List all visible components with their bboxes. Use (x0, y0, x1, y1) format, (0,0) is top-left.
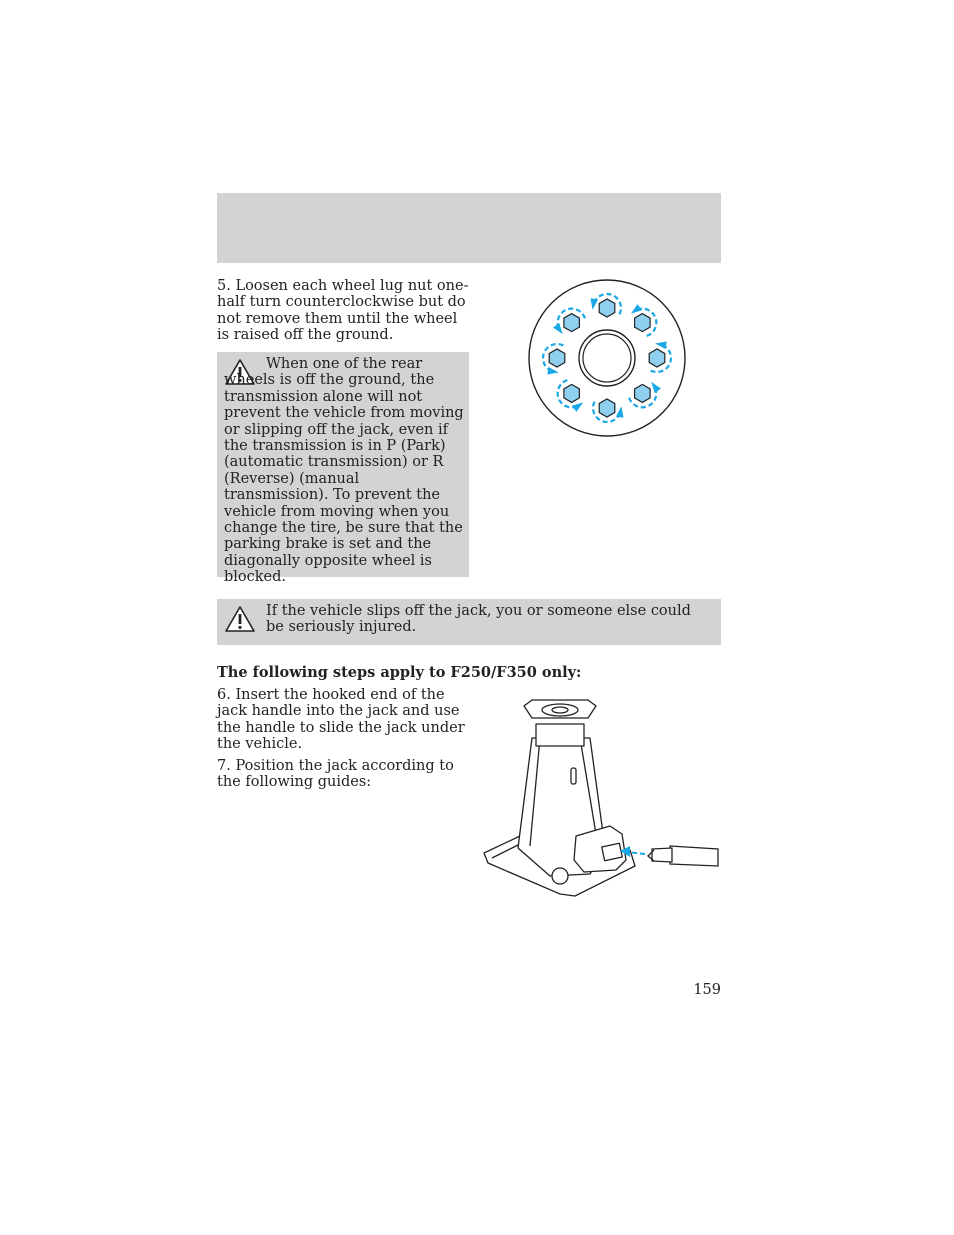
lug-nut-icon (564, 314, 580, 332)
section-header-band (217, 193, 721, 263)
lug-nut-icon (549, 349, 565, 367)
lug-nut-loosening-diagram (520, 278, 695, 443)
section-heading: The following steps apply to F250/F350 only: (217, 664, 582, 681)
jack-with-handle-diagram (480, 698, 722, 900)
step-5-text: 5. Loosen each wheel lug nut one-half turn counterclockwise but do not remove them until the wheel is raised off the ground. (217, 278, 469, 344)
lug-nut-icon (599, 399, 615, 417)
warning-2-text: If the vehicle slips off the jack, you or someone else could be seriously injured. (266, 603, 691, 636)
lug-nut-icon (649, 349, 665, 367)
lug-nut-icon (599, 299, 615, 317)
step-6-text: 6. Insert the hooked end of the jack handle into the jack and use the handle to slide the jack under the vehicle. (217, 687, 465, 753)
page-number: 159 (693, 982, 721, 998)
lug-nut-icon (564, 384, 580, 402)
lug-nut-icon (635, 314, 651, 332)
warning-triangle-icon (224, 605, 256, 633)
step-7-text: 7. Position the jack according to the following guides: (217, 758, 454, 791)
warning-1-text: When one of the rear wheels is off the ground, the transmission alone will not prevent the vehicle from moving or slipping off the jack, even if the transmission is in P (Park) (automatic transmission) or R (Reverse) (manual transmission). To prevent the vehicle from moving when you change the tire, be sure that the parking brake is set and the diagonally opposite wheel is blocked. (224, 356, 464, 586)
lug-nut-icon (635, 384, 651, 402)
